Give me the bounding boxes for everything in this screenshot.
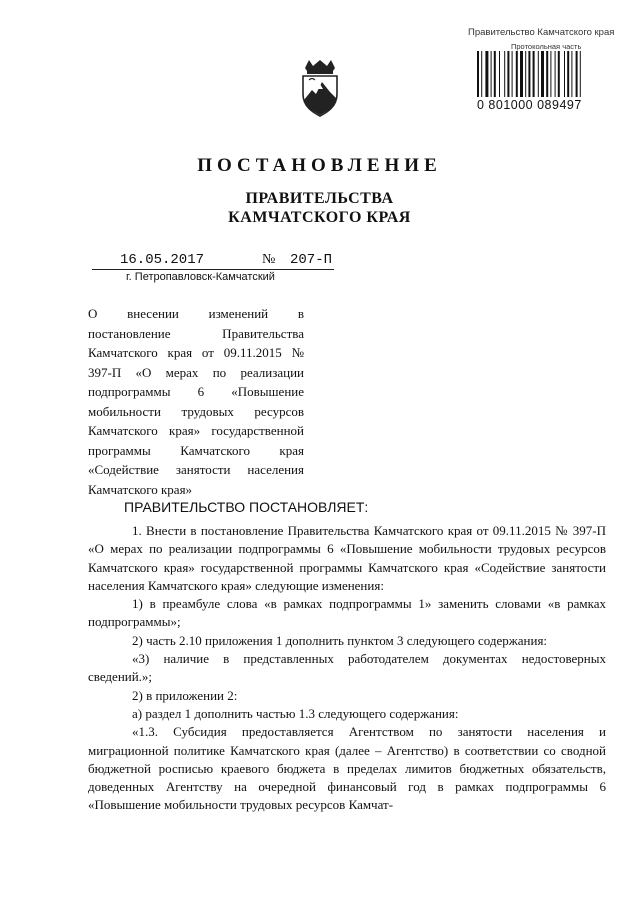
body-paragraph-6: а) раздел 1 дополнить частью 1.3 следующего содержания: bbox=[132, 705, 459, 721]
body-paragraph-2: 1) в преамбуле слова «в рамках подпрограммы 1» заменить словами «в рамках подпрограммы»; bbox=[88, 596, 606, 630]
protocol-label: Протокольная часть bbox=[511, 42, 582, 51]
resolution-heading: ПРАВИТЕЛЬСТВО ПОСТАНОВЛЯЕТ: bbox=[124, 499, 369, 515]
body-paragraph-7: «1.3. Субсидия предоставляется Агентством по занятости населения и миграционной политике Камчатского края (далее – Агентство) в соответствии со сводной бюджетной росписью краевого бюджета в пределах лимитов бюджетных обязательств, доведенных Агентству на очередной финансовый год в рамках подпрограммы 6 «Повышение мобильности трудовых ресурсов Камчат- bbox=[88, 724, 606, 813]
body-paragraph-5: 2) в приложении 2: bbox=[132, 687, 238, 703]
body-paragraph-1: 1. Внести в постановление Правительства Камчатского края от 09.11.2015 № 397-П «О мерах по реализации подпрограммы 6 «Повышение мобильности трудовых ресурсов Камчатского края» государственной программы Камчатского края «Содействие занятости населения Камчатского края» следующие изменения: bbox=[88, 523, 606, 593]
document-body bbox=[88, 522, 606, 815]
document-number: 207-П bbox=[290, 252, 333, 268]
document-subject: О внесении изменений в постановление Правительства Камчатского края от 09.11.2015 № 397-П «О мерах по реализации подпрограммы 6 «Повышение мобильности трудовых ресурсов Камчатского края» государственной программы Камчатского края «Содействие занятости населения Камчатского края» bbox=[88, 306, 304, 497]
document-date: 16.05.2017 bbox=[120, 252, 205, 268]
barcode-number: 0 801000 089497 bbox=[477, 98, 582, 112]
government-stamp-label: Правительство Камчатского края bbox=[468, 27, 615, 38]
barcode-icon bbox=[477, 51, 617, 97]
body-paragraph-3: 2) часть 2.10 приложения 1 дополнить пунктом 3 следующего содержания: bbox=[132, 632, 548, 648]
number-sign: № bbox=[262, 252, 276, 267]
issuer-title-line-1: ПРАВИТЕЛЬСТВА bbox=[245, 190, 394, 207]
body-paragraph-4: «3) наличие в представленных работодателем документах недостоверных сведений.»; bbox=[88, 651, 606, 685]
document-type-title: ПОСТАНОВЛЕНИЕ bbox=[197, 155, 442, 176]
issuer-title-line-2: КАМЧАТСКОГО КРАЯ bbox=[228, 209, 411, 226]
date-number-underline bbox=[92, 269, 334, 270]
city-label: г. Петропавловск-Камчатский bbox=[126, 271, 275, 283]
kamchatka-coat-of-arms-icon bbox=[300, 56, 340, 123]
